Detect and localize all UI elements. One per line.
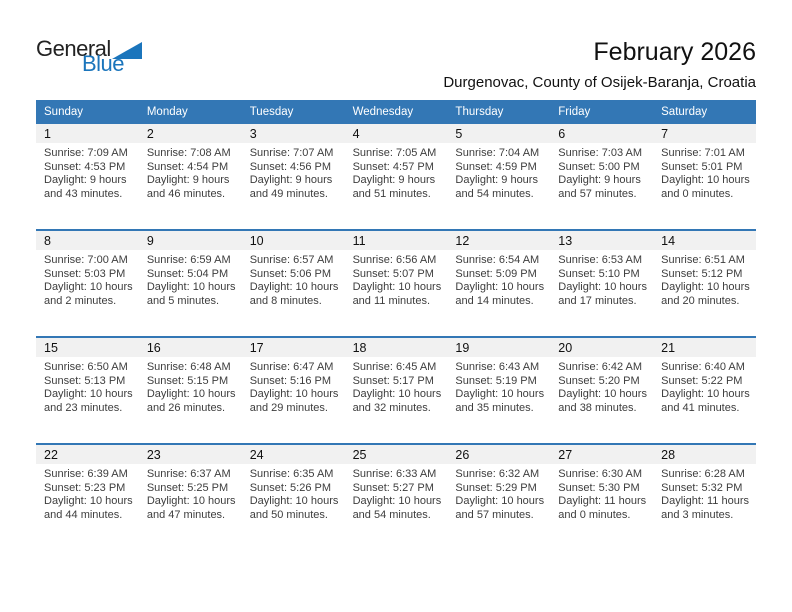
daylight-text-line2: and 46 minutes. [146,187,226,200]
sunrise-text: Sunrise: 7:07 AM [249,147,334,159]
daylight-text-line1: Daylight: 10 hours [44,281,133,294]
daylight-text-line2: and 54 minutes. [455,187,534,200]
day-info [447,464,550,522]
day-cell [653,445,756,550]
daylight-text-line2: and 35 minutes. [455,401,534,414]
daylight-text-line2: and 51 minutes. [352,187,431,200]
day-number: 10 [242,231,345,250]
day-info [653,250,756,308]
week-row [36,336,756,443]
daylight-text-line1: Daylight: 10 hours [558,281,647,294]
day-info [345,464,448,522]
weekday-header-cell: Friday [558,106,591,118]
page-title: February 2026 [593,38,756,66]
sunset-text: Sunset: 4:56 PM [249,160,332,173]
sunset-text: Sunset: 5:23 PM [44,481,126,494]
daylight-text-line1: Daylight: 10 hours [661,388,750,401]
sunset-text: Sunset: 5:22 PM [661,374,743,387]
day-info [653,464,756,522]
day-cell [447,124,550,229]
sunset-text: Sunset: 5:29 PM [455,481,537,494]
page-subtitle: Durgenovac, County of Osijek-Baranja, Croatia [443,74,756,91]
day-info [447,143,550,201]
daylight-text-line2: and 14 minutes. [455,294,534,307]
sunrise-text: Sunrise: 7:03 AM [558,147,643,159]
calendar [36,100,756,550]
sunrise-text: Sunrise: 7:05 AM [352,147,437,159]
day-cell [447,445,550,550]
daylight-text-line2: and 17 minutes. [558,294,637,307]
sunrise-text: Sunrise: 6:53 AM [558,254,643,266]
daylight-text-line1: Daylight: 9 hours [44,174,127,187]
weeks-container [36,124,756,550]
day-number: 6 [550,124,653,143]
day-number: 24 [242,445,345,464]
day-cell [345,338,448,443]
day-cell [550,338,653,443]
day-info [550,143,653,201]
sunrise-text: Sunrise: 7:09 AM [44,147,128,159]
sunrise-text: Sunrise: 7:08 AM [146,147,231,159]
daylight-text-line2: and 44 minutes. [44,508,123,521]
day-info [139,464,242,522]
daylight-text-line1: Daylight: 10 hours [44,388,133,401]
day-cell [653,338,756,443]
day-cell [550,445,653,550]
week-row [36,443,756,550]
daylight-text-line2: and 0 minutes. [558,508,631,521]
day-number: 27 [550,445,653,464]
daylight-text-line1: Daylight: 9 hours [249,174,333,187]
day-info [447,357,550,415]
day-number: 12 [447,231,550,250]
general-blue-logo [36,38,142,75]
sunset-text: Sunset: 5:17 PM [352,374,434,387]
daylight-text-line1: Daylight: 9 hours [352,174,436,187]
sunrise-text: Sunrise: 6:56 AM [352,254,437,266]
daylight-text-line1: Daylight: 10 hours [146,495,236,508]
sunrise-text: Sunrise: 6:45 AM [352,361,437,373]
daylight-text-line2: and 41 minutes. [661,401,740,414]
day-number: 28 [653,445,756,464]
daylight-text-line2: and 29 minutes. [249,401,328,414]
sunset-text: Sunset: 5:07 PM [352,267,434,280]
sunrise-text: Sunrise: 6:59 AM [146,254,231,266]
sunrise-text: Sunrise: 6:43 AM [455,361,540,373]
daylight-text-line2: and 57 minutes. [558,187,637,200]
day-info [36,357,139,415]
sunset-text: Sunset: 5:01 PM [661,160,743,173]
sunset-text: Sunset: 5:32 PM [661,481,743,494]
day-number: 3 [242,124,345,143]
day-number: 4 [345,124,448,143]
daylight-text-line1: Daylight: 10 hours [352,495,442,508]
sunrise-text: Sunrise: 6:40 AM [661,361,745,373]
day-info [36,143,139,201]
day-cell [550,231,653,336]
weekday-header-cell: Thursday [455,106,504,118]
sunrise-text: Sunrise: 6:39 AM [44,468,128,480]
day-number: 16 [139,338,242,357]
weekday-header-cell: Monday [146,106,188,118]
logo-text-general: General [36,36,111,61]
day-cell [139,124,242,229]
day-cell [345,231,448,336]
day-cell [242,445,345,550]
day-info [139,357,242,415]
day-cell [447,231,550,336]
day-number: 15 [36,338,139,357]
weekday-header-cell: Sunday [44,106,84,118]
day-info [447,250,550,308]
day-cell [653,124,756,229]
day-info [242,250,345,308]
daylight-text-line2: and 2 minutes. [44,294,117,307]
sunset-text: Sunset: 4:54 PM [146,160,229,173]
daylight-text-line1: Daylight: 11 hours [558,495,647,508]
daylight-text-line2: and 11 minutes. [352,294,431,307]
daylight-text-line1: Daylight: 10 hours [249,388,339,401]
sunrise-text: Sunrise: 6:48 AM [146,361,231,373]
daylight-text-line2: and 49 minutes. [249,187,328,200]
day-number: 5 [447,124,550,143]
sunset-text: Sunset: 5:10 PM [558,267,640,280]
sunset-text: Sunset: 4:53 PM [44,160,126,173]
daylight-text-line2: and 0 minutes. [661,187,734,200]
sunrise-text: Sunrise: 6:30 AM [558,468,643,480]
day-cell [36,445,139,550]
sunrise-text: Sunrise: 6:37 AM [146,468,231,480]
sunset-text: Sunset: 5:19 PM [455,374,537,387]
day-info [242,464,345,522]
daylight-text-line1: Daylight: 10 hours [249,281,339,294]
daylight-text-line1: Daylight: 10 hours [146,281,236,294]
daylight-text-line1: Daylight: 10 hours [352,281,442,294]
day-number: 17 [242,338,345,357]
sunrise-text: Sunrise: 6:32 AM [455,468,540,480]
sunset-text: Sunset: 5:06 PM [249,267,332,280]
sunset-text: Sunset: 5:03 PM [44,267,126,280]
day-number: 21 [653,338,756,357]
sunset-text: Sunset: 5:16 PM [249,374,332,387]
daylight-text-line2: and 8 minutes. [249,294,322,307]
day-cell [345,445,448,550]
sunset-text: Sunset: 5:00 PM [558,160,640,173]
sunset-text: Sunset: 4:59 PM [455,160,537,173]
sunset-text: Sunset: 5:09 PM [455,267,537,280]
daylight-text-line2: and 26 minutes. [146,401,226,414]
day-number: 25 [345,445,448,464]
daylight-text-line1: Daylight: 10 hours [44,495,133,508]
sunrise-text: Sunrise: 6:50 AM [44,361,128,373]
day-number: 13 [550,231,653,250]
day-info [242,143,345,201]
sunrise-text: Sunrise: 6:35 AM [249,468,334,480]
day-info [550,250,653,308]
day-info [242,357,345,415]
day-cell [653,231,756,336]
daylight-text-line2: and 3 minutes. [661,508,734,521]
day-info [36,464,139,522]
sunrise-text: Sunrise: 6:28 AM [661,468,745,480]
week-row [36,124,756,229]
day-cell [139,231,242,336]
day-info [345,250,448,308]
daylight-text-line1: Daylight: 9 hours [558,174,641,187]
sunset-text: Sunset: 5:04 PM [146,267,229,280]
day-number: 18 [345,338,448,357]
daylight-text-line1: Daylight: 9 hours [146,174,230,187]
weekday-header-row [36,100,756,124]
day-number: 23 [139,445,242,464]
sunset-text: Sunset: 4:57 PM [352,160,434,173]
day-cell [139,445,242,550]
day-cell [345,124,448,229]
daylight-text-line2: and 50 minutes. [249,508,328,521]
day-info [653,357,756,415]
day-info [345,143,448,201]
day-number: 9 [139,231,242,250]
day-number: 1 [36,124,139,143]
sunset-text: Sunset: 5:20 PM [558,374,640,387]
day-cell [36,124,139,229]
daylight-text-line2: and 43 minutes. [44,187,123,200]
day-info [345,357,448,415]
daylight-text-line1: Daylight: 10 hours [558,388,647,401]
sunrise-text: Sunrise: 7:01 AM [661,147,745,159]
daylight-text-line1: Daylight: 10 hours [146,388,236,401]
daylight-text-line2: and 47 minutes. [146,508,226,521]
sunrise-text: Sunrise: 6:51 AM [661,254,745,266]
day-info [139,250,242,308]
sunrise-text: Sunrise: 7:04 AM [455,147,540,159]
sunset-text: Sunset: 5:13 PM [44,374,126,387]
daylight-text-line1: Daylight: 10 hours [249,495,339,508]
sunset-text: Sunset: 5:30 PM [558,481,640,494]
sunset-text: Sunset: 5:12 PM [661,267,743,280]
day-cell [36,231,139,336]
day-number: 7 [653,124,756,143]
day-number: 2 [139,124,242,143]
sunrise-text: Sunrise: 6:47 AM [249,361,334,373]
daylight-text-line2: and 5 minutes. [146,294,219,307]
daylight-text-line1: Daylight: 10 hours [455,388,545,401]
sunset-text: Sunset: 5:26 PM [249,481,332,494]
weekday-header-cell: Saturday [661,106,708,118]
daylight-text-line2: and 38 minutes. [558,401,637,414]
day-number: 11 [345,231,448,250]
daylight-text-line2: and 57 minutes. [455,508,534,521]
day-cell [447,338,550,443]
page-header [36,0,756,91]
day-number: 8 [36,231,139,250]
sunset-text: Sunset: 5:25 PM [146,481,229,494]
sunrise-text: Sunrise: 6:42 AM [558,361,643,373]
day-cell [242,231,345,336]
sunset-text: Sunset: 5:27 PM [352,481,434,494]
day-cell [36,338,139,443]
sunrise-text: Sunrise: 7:00 AM [44,254,128,266]
daylight-text-line1: Daylight: 11 hours [661,495,749,508]
day-info [550,464,653,522]
logo-text-blue: Blue [82,51,125,76]
daylight-text-line1: Daylight: 10 hours [661,174,750,187]
sunrise-text: Sunrise: 6:33 AM [352,468,437,480]
daylight-text-line1: Daylight: 9 hours [455,174,538,187]
sunrise-text: Sunrise: 6:57 AM [249,254,334,266]
day-cell [139,338,242,443]
day-info [36,250,139,308]
sunrise-text: Sunrise: 6:54 AM [455,254,540,266]
day-info [139,143,242,201]
day-info [653,143,756,201]
day-cell [242,338,345,443]
daylight-text-line2: and 20 minutes. [661,294,740,307]
day-number: 26 [447,445,550,464]
daylight-text-line1: Daylight: 10 hours [455,281,545,294]
daylight-text-line1: Daylight: 10 hours [352,388,442,401]
weekday-header-cell: Tuesday [249,106,294,118]
day-info [550,357,653,415]
weekday-header-cell: Wednesday [352,106,414,118]
day-number: 19 [447,338,550,357]
daylight-text-line1: Daylight: 10 hours [661,281,750,294]
daylight-text-line2: and 54 minutes. [352,508,431,521]
day-number: 14 [653,231,756,250]
day-cell [550,124,653,229]
day-number: 22 [36,445,139,464]
day-cell [242,124,345,229]
daylight-text-line2: and 23 minutes. [44,401,123,414]
sunset-text: Sunset: 5:15 PM [146,374,229,387]
daylight-text-line1: Daylight: 10 hours [455,495,545,508]
daylight-text-line2: and 32 minutes. [352,401,431,414]
day-number: 20 [550,338,653,357]
week-row [36,229,756,336]
